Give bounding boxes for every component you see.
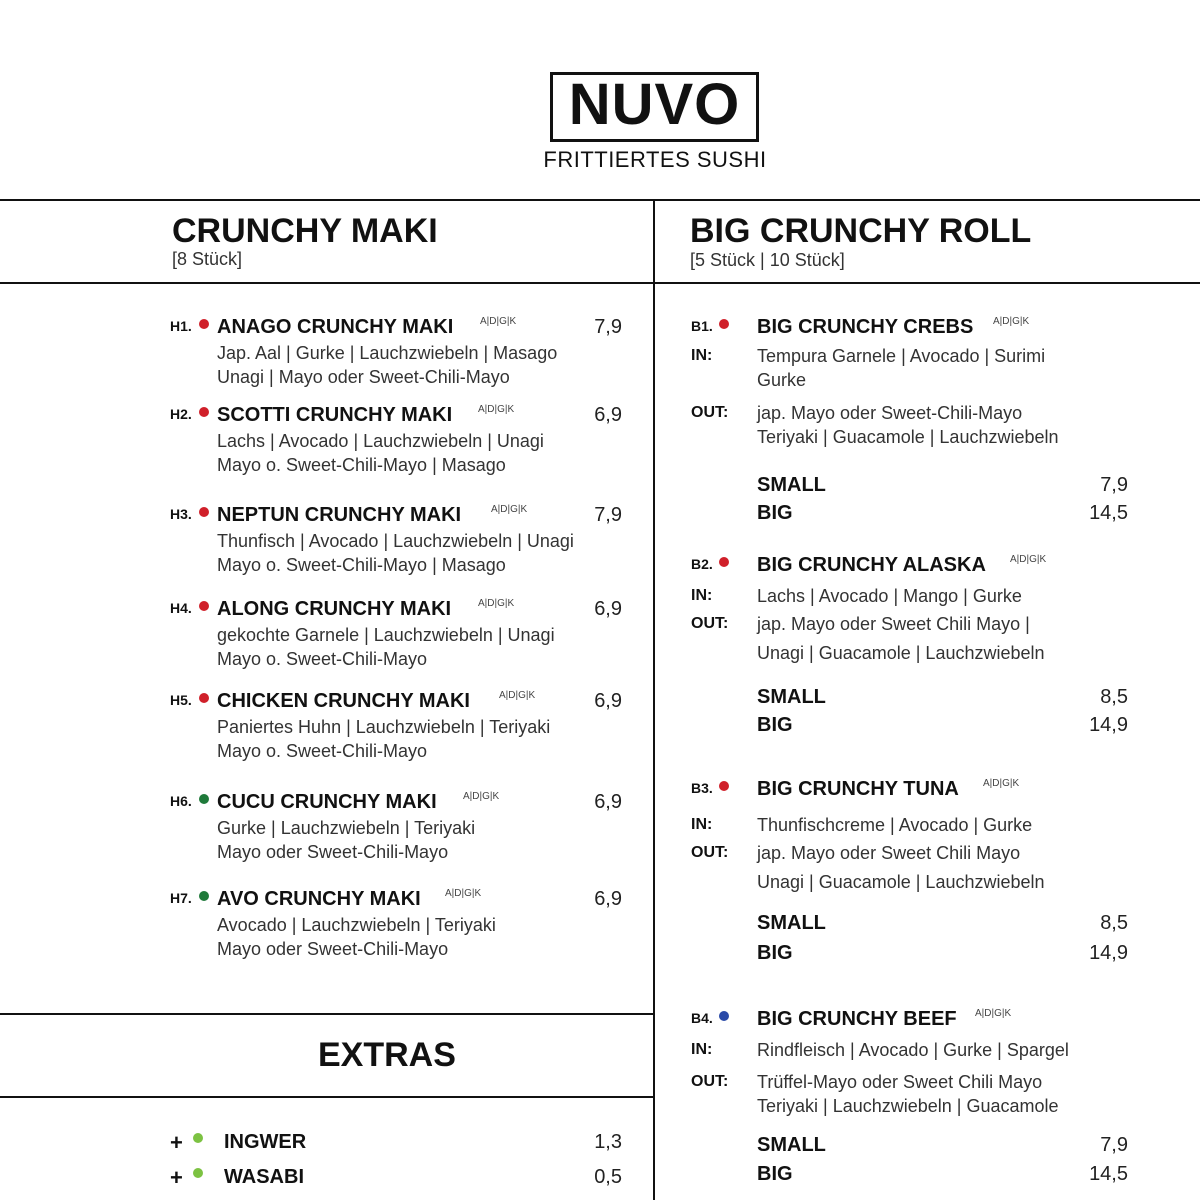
in-label: IN: (691, 1041, 713, 1058)
price-small: 7,9 (1100, 1134, 1128, 1156)
allergen-codes: A|D|G|K (478, 598, 515, 609)
item-description: Mayo o. Sweet-Chili-Mayo (217, 649, 428, 669)
allergen-codes: A|D|G|K (478, 404, 515, 415)
inside-ingredients: Lachs | Avocado | Mango | Gurke (757, 586, 1022, 606)
item-name: CHICKEN CRUNCHY MAKI (217, 690, 470, 712)
item-price: 6,9 (594, 791, 622, 813)
item-price: 7,9 (594, 316, 622, 338)
section-title-crunchy-maki: CRUNCHY MAKI (172, 212, 438, 250)
allergen-codes: A|D|G|K (1010, 554, 1047, 565)
outside-toppings: jap. Mayo oder Sweet-Chili-Mayo (757, 403, 1023, 423)
status-dot-icon (193, 1133, 203, 1143)
status-dot-icon (719, 319, 729, 329)
outside-toppings: jap. Mayo oder Sweet Chili Mayo (757, 843, 1021, 863)
item-description: Mayo o. Sweet-Chili-Mayo | Masago (217, 555, 506, 575)
extra-name: INGWER (224, 1131, 307, 1153)
size-small-label: SMALL (757, 912, 826, 934)
brand-tagline: FRITTIERTES SUSHI (543, 147, 767, 172)
item-name: BIG CRUNCHY TUNA (757, 778, 959, 800)
status-dot-icon (199, 507, 209, 517)
status-dot-icon (199, 794, 209, 804)
out-label: OUT: (691, 1073, 729, 1090)
item-name: ANAGO CRUNCHY MAKI (217, 316, 454, 338)
item-description: Avocado | Lauchzwiebeln | Teriyaki (217, 915, 496, 935)
section-subtitle-crunchy-maki: [8 Stück] (172, 249, 243, 269)
divider-section-heads (0, 282, 1200, 284)
status-dot-icon (199, 693, 209, 703)
out-label: OUT: (691, 404, 729, 421)
price-big: 14,5 (1089, 1163, 1128, 1185)
allergen-codes: A|D|G|K (463, 791, 500, 802)
item-description: Lachs | Avocado | Lauchzwiebeln | Unagi (217, 431, 544, 451)
outside-toppings: jap. Mayo oder Sweet Chili Mayo | (757, 614, 1030, 634)
outside-toppings: Unagi | Guacamole | Lauchzwiebeln (757, 643, 1045, 663)
size-small-label: SMALL (757, 474, 826, 496)
item-name: NEPTUN CRUNCHY MAKI (217, 504, 462, 526)
inside-ingredients: Thunfischcreme | Avocado | Gurke (757, 815, 1033, 835)
item-code: H4. (170, 600, 192, 616)
status-dot-icon (719, 1011, 729, 1021)
item-price: 6,9 (594, 404, 622, 426)
item-description: Mayo o. Sweet-Chili-Mayo (217, 741, 428, 761)
allergen-codes: A|D|G|K (975, 1008, 1012, 1019)
allergen-codes: A|D|G|K (983, 778, 1020, 789)
inside-ingredients: Gurke (757, 370, 807, 390)
size-big-label: BIG (757, 714, 793, 736)
divider-center (653, 199, 655, 1200)
status-dot-icon (719, 557, 729, 567)
outside-toppings: Teriyaki | Guacamole | Lauchzwiebeln (757, 427, 1059, 447)
status-dot-icon (199, 891, 209, 901)
allergen-codes: A|D|G|K (445, 888, 482, 899)
in-label: IN: (691, 816, 713, 833)
item-name: CUCU CRUNCHY MAKI (217, 791, 437, 813)
item-name: AVO CRUNCHY MAKI (217, 888, 421, 910)
price-big: 14,5 (1089, 502, 1128, 524)
item-code: B4. (691, 1010, 713, 1026)
size-big-label: BIG (757, 502, 793, 524)
plus-icon: + (170, 1165, 183, 1190)
price-small: 8,5 (1100, 686, 1128, 708)
divider-top (0, 199, 1200, 201)
status-dot-icon (199, 319, 209, 329)
size-big-label: BIG (757, 942, 793, 964)
item-code: H5. (170, 692, 192, 708)
item-description: Mayo o. Sweet-Chili-Mayo | Masago (217, 455, 506, 475)
item-description: Unagi | Mayo oder Sweet-Chili-Mayo (217, 367, 510, 387)
out-label: OUT: (691, 844, 729, 861)
inside-ingredients: Tempura Garnele | Avocado | Surimi (757, 346, 1046, 366)
item-price: 7,9 (594, 504, 622, 526)
item-description: gekochte Garnele | Lauchzwiebeln | Unagi (217, 625, 555, 645)
price-small: 7,9 (1100, 474, 1128, 496)
price-small: 8,5 (1100, 912, 1128, 934)
item-price: 6,9 (594, 598, 622, 620)
item-description: Jap. Aal | Gurke | Lauchzwiebeln | Masago (217, 343, 558, 363)
outside-toppings: Trüffel-Mayo oder Sweet Chili Mayo (757, 1072, 1043, 1092)
section-title-extras: EXTRAS (318, 1036, 456, 1074)
in-label: IN: (691, 347, 713, 364)
outside-toppings: Teriyaki | Lauchzwiebeln | Guacamole (757, 1096, 1059, 1116)
item-description: Gurke | Lauchzwiebeln | Teriyaki (217, 818, 476, 838)
inside-ingredients: Rindfleisch | Avocado | Gurke | Spargel (757, 1040, 1069, 1060)
outside-toppings: Unagi | Guacamole | Lauchzwiebeln (757, 872, 1045, 892)
item-name: BIG CRUNCHY ALASKA (757, 554, 986, 576)
brand-logo: NUVO (568, 72, 741, 137)
item-description: Paniertes Huhn | Lauchzwiebeln | Teriyaki (217, 717, 551, 737)
allergen-codes: A|D|G|K (499, 690, 536, 701)
item-name: BIG CRUNCHY CREBS (757, 316, 974, 338)
item-code: H2. (170, 406, 192, 422)
status-dot-icon (199, 407, 209, 417)
item-description: Mayo oder Sweet-Chili-Mayo (217, 842, 449, 862)
item-name: SCOTTI CRUNCHY MAKI (217, 404, 453, 426)
price-big: 14,9 (1089, 714, 1128, 736)
item-code: H7. (170, 890, 192, 906)
status-dot-icon (199, 601, 209, 611)
status-dot-icon (719, 781, 729, 791)
plus-icon: + (170, 1130, 183, 1155)
item-code: H3. (170, 506, 192, 522)
divider-extras-top (0, 1013, 655, 1015)
status-dot-icon (193, 1168, 203, 1178)
section-title-big-crunchy-roll: BIG CRUNCHY ROLL (690, 212, 1032, 250)
allergen-codes: A|D|G|K (480, 316, 517, 327)
out-label: OUT: (691, 615, 729, 632)
allergen-codes: A|D|G|K (993, 316, 1030, 327)
item-name: ALONG CRUNCHY MAKI (217, 598, 452, 620)
extra-price: 1,3 (594, 1131, 622, 1153)
allergen-codes: A|D|G|K (491, 504, 528, 515)
divider-extras-bottom (0, 1096, 655, 1098)
size-big-label: BIG (757, 1163, 793, 1185)
item-price: 6,9 (594, 690, 622, 712)
section-subtitle-big-crunchy-roll: [5 Stück | 10 Stück] (690, 250, 845, 270)
extra-price: 0,5 (594, 1166, 622, 1188)
item-name: BIG CRUNCHY BEEF (757, 1008, 957, 1030)
item-description: Mayo oder Sweet-Chili-Mayo (217, 939, 449, 959)
size-small-label: SMALL (757, 686, 826, 708)
item-price: 6,9 (594, 888, 622, 910)
item-code: B2. (691, 556, 713, 572)
extra-name: WASABI (224, 1166, 304, 1188)
item-code: H6. (170, 793, 192, 809)
item-code: H1. (170, 318, 192, 334)
item-code: B1. (691, 318, 713, 334)
item-description: Thunfisch | Avocado | Lauchzwiebeln | Unagi (217, 531, 574, 551)
size-small-label: SMALL (757, 1134, 826, 1156)
price-big: 14,9 (1089, 942, 1128, 964)
item-code: B3. (691, 780, 713, 796)
in-label: IN: (691, 587, 713, 604)
